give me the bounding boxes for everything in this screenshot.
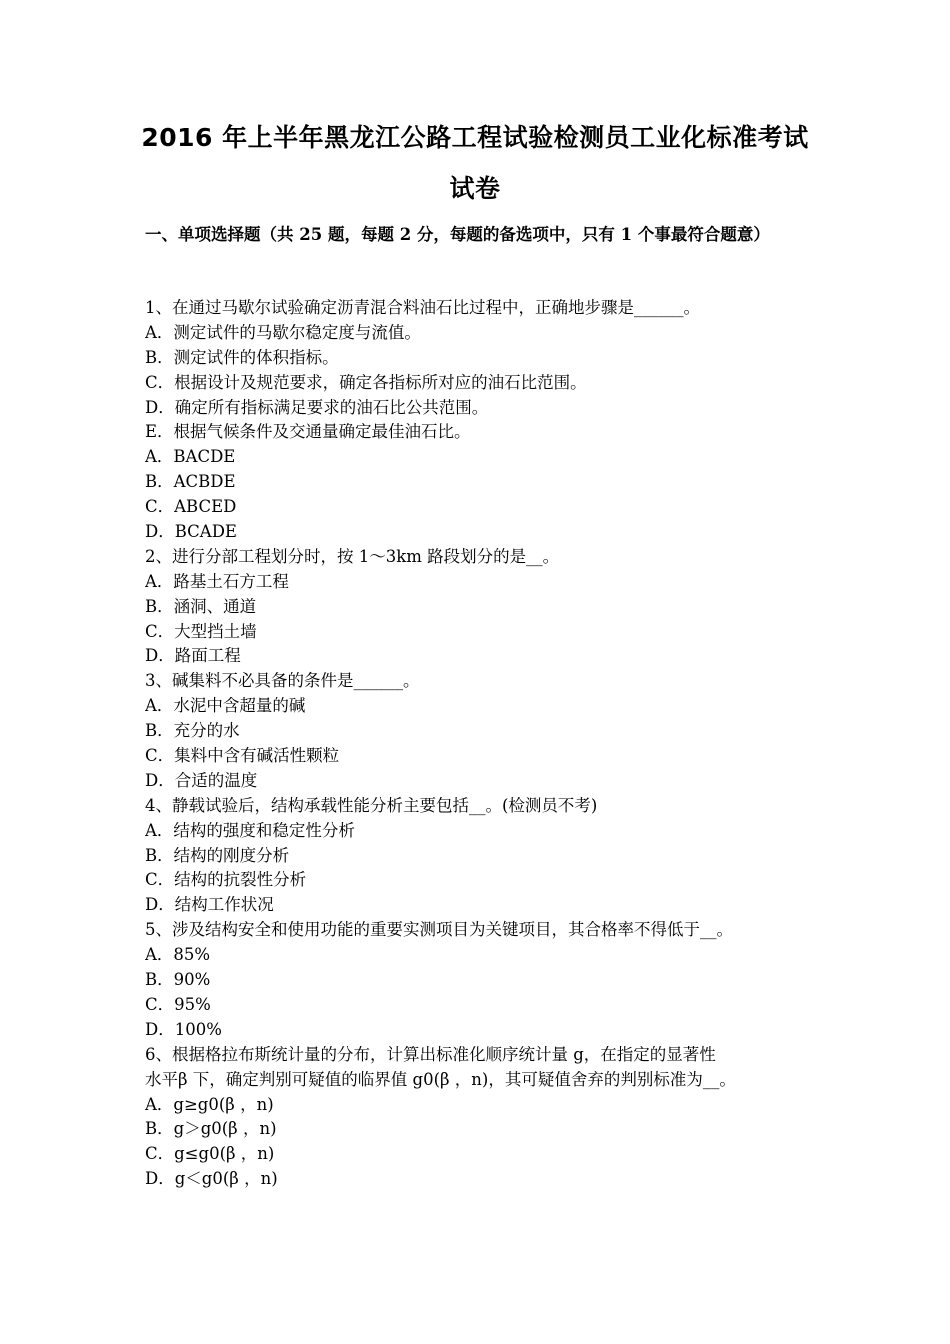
question-1-option-c: C．ABCED [145, 497, 237, 517]
question-3-option-b: B．充分的水 [145, 721, 240, 741]
document-title-line-2: 试卷 [449, 174, 501, 203]
question-3-option-a: A．水泥中含超量的碱 [145, 696, 306, 716]
question-list [145, 296, 813, 1192]
question-3-stem: 3、碱集料不必具备的条件是______。 [145, 671, 420, 691]
question-6-option-b: B．g＞g0(β ，n) [145, 1119, 277, 1139]
question-6-stem-line-1: 6、根据格拉布斯统计量的分布，计算出标准化顺序统计量 g，在指定的显著性 [145, 1044, 716, 1064]
question-6-stem-line-2: 水平β 下，确定判别可疑值的临界值 g0(β ，n)，其可疑值舍弃的判别标准为__。 [145, 1069, 736, 1089]
question-1-option-b: B．ACBDE [145, 472, 236, 492]
question-1-step-d: D．确定所有指标满足要求的油石比公共范围。 [145, 397, 489, 417]
question-2-option-d: D．路面工程 [145, 646, 241, 666]
question-4-option-a: A．结构的强度和稳定性分析 [145, 820, 355, 840]
question-3-option-d: D．合适的温度 [145, 770, 258, 790]
question-5-option-a: A．85% [145, 945, 211, 965]
document-title-line-1: 2016 年上半年黑龙江公路工程试验检测员工业化标准考试 [141, 123, 809, 152]
question-5-option-b: B．90% [145, 970, 211, 990]
question-4-option-b: B．结构的刚度分析 [145, 845, 290, 865]
question-2-option-a: A．路基土石方工程 [145, 571, 289, 591]
question-1-step-e: E．根据气候条件及交通量确定最佳油石比。 [145, 422, 471, 442]
question-1-step-b: B．测定试件的体积指标。 [145, 347, 339, 367]
question-5-option-c: C．95% [145, 994, 211, 1014]
question-2-option-c: C．大型挡土墙 [145, 621, 257, 641]
question-5-stem: 5、涉及结构安全和使用功能的重要实测项目为关键项目，其合格率不得低于__。 [145, 920, 733, 940]
question-5-option-d: D．100% [145, 1019, 222, 1039]
question-6-option-a: A．g≥g0(β ，n) [145, 1094, 274, 1114]
question-3-option-c: C．集料中含有碱活性颗粒 [145, 746, 340, 766]
question-1-stem: 1、在通过马歇尔试验确定沥青混合料油石比过程中，正确地步骤是______。 [145, 298, 700, 317]
question-2-option-b: B．涵洞、通道 [145, 596, 257, 616]
question-1-option-a: A．BACDE [145, 447, 236, 467]
question-4-stem: 4、静载试验后，结构承载性能分析主要包括__。(检测员不考) [145, 795, 598, 815]
question-2-stem: 2、进行分部工程划分时，按 1～3km 路段划分的是__。 [145, 546, 560, 566]
question-1-step-c: C．根据设计及规范要求，确定各指标所对应的油石比范围。 [145, 372, 587, 392]
question-4-option-d: D．结构工作状况 [145, 895, 274, 915]
question-6-option-d: D．g＜g0(β ，n) [145, 1169, 278, 1189]
section-heading: 一、单项选择题（共 25 题，每题 2 分，每题的备选项中，只有 1 个事最符合题意） [145, 225, 770, 244]
question-1-step-a: A．测定试件的马歇尔稳定度与流值。 [145, 322, 421, 342]
question-6-option-c: C．g≤g0(β ，n) [145, 1144, 275, 1164]
question-4-option-c: C．结构的抗裂性分析 [145, 870, 307, 890]
question-1-option-d: D．BCADE [145, 522, 237, 542]
